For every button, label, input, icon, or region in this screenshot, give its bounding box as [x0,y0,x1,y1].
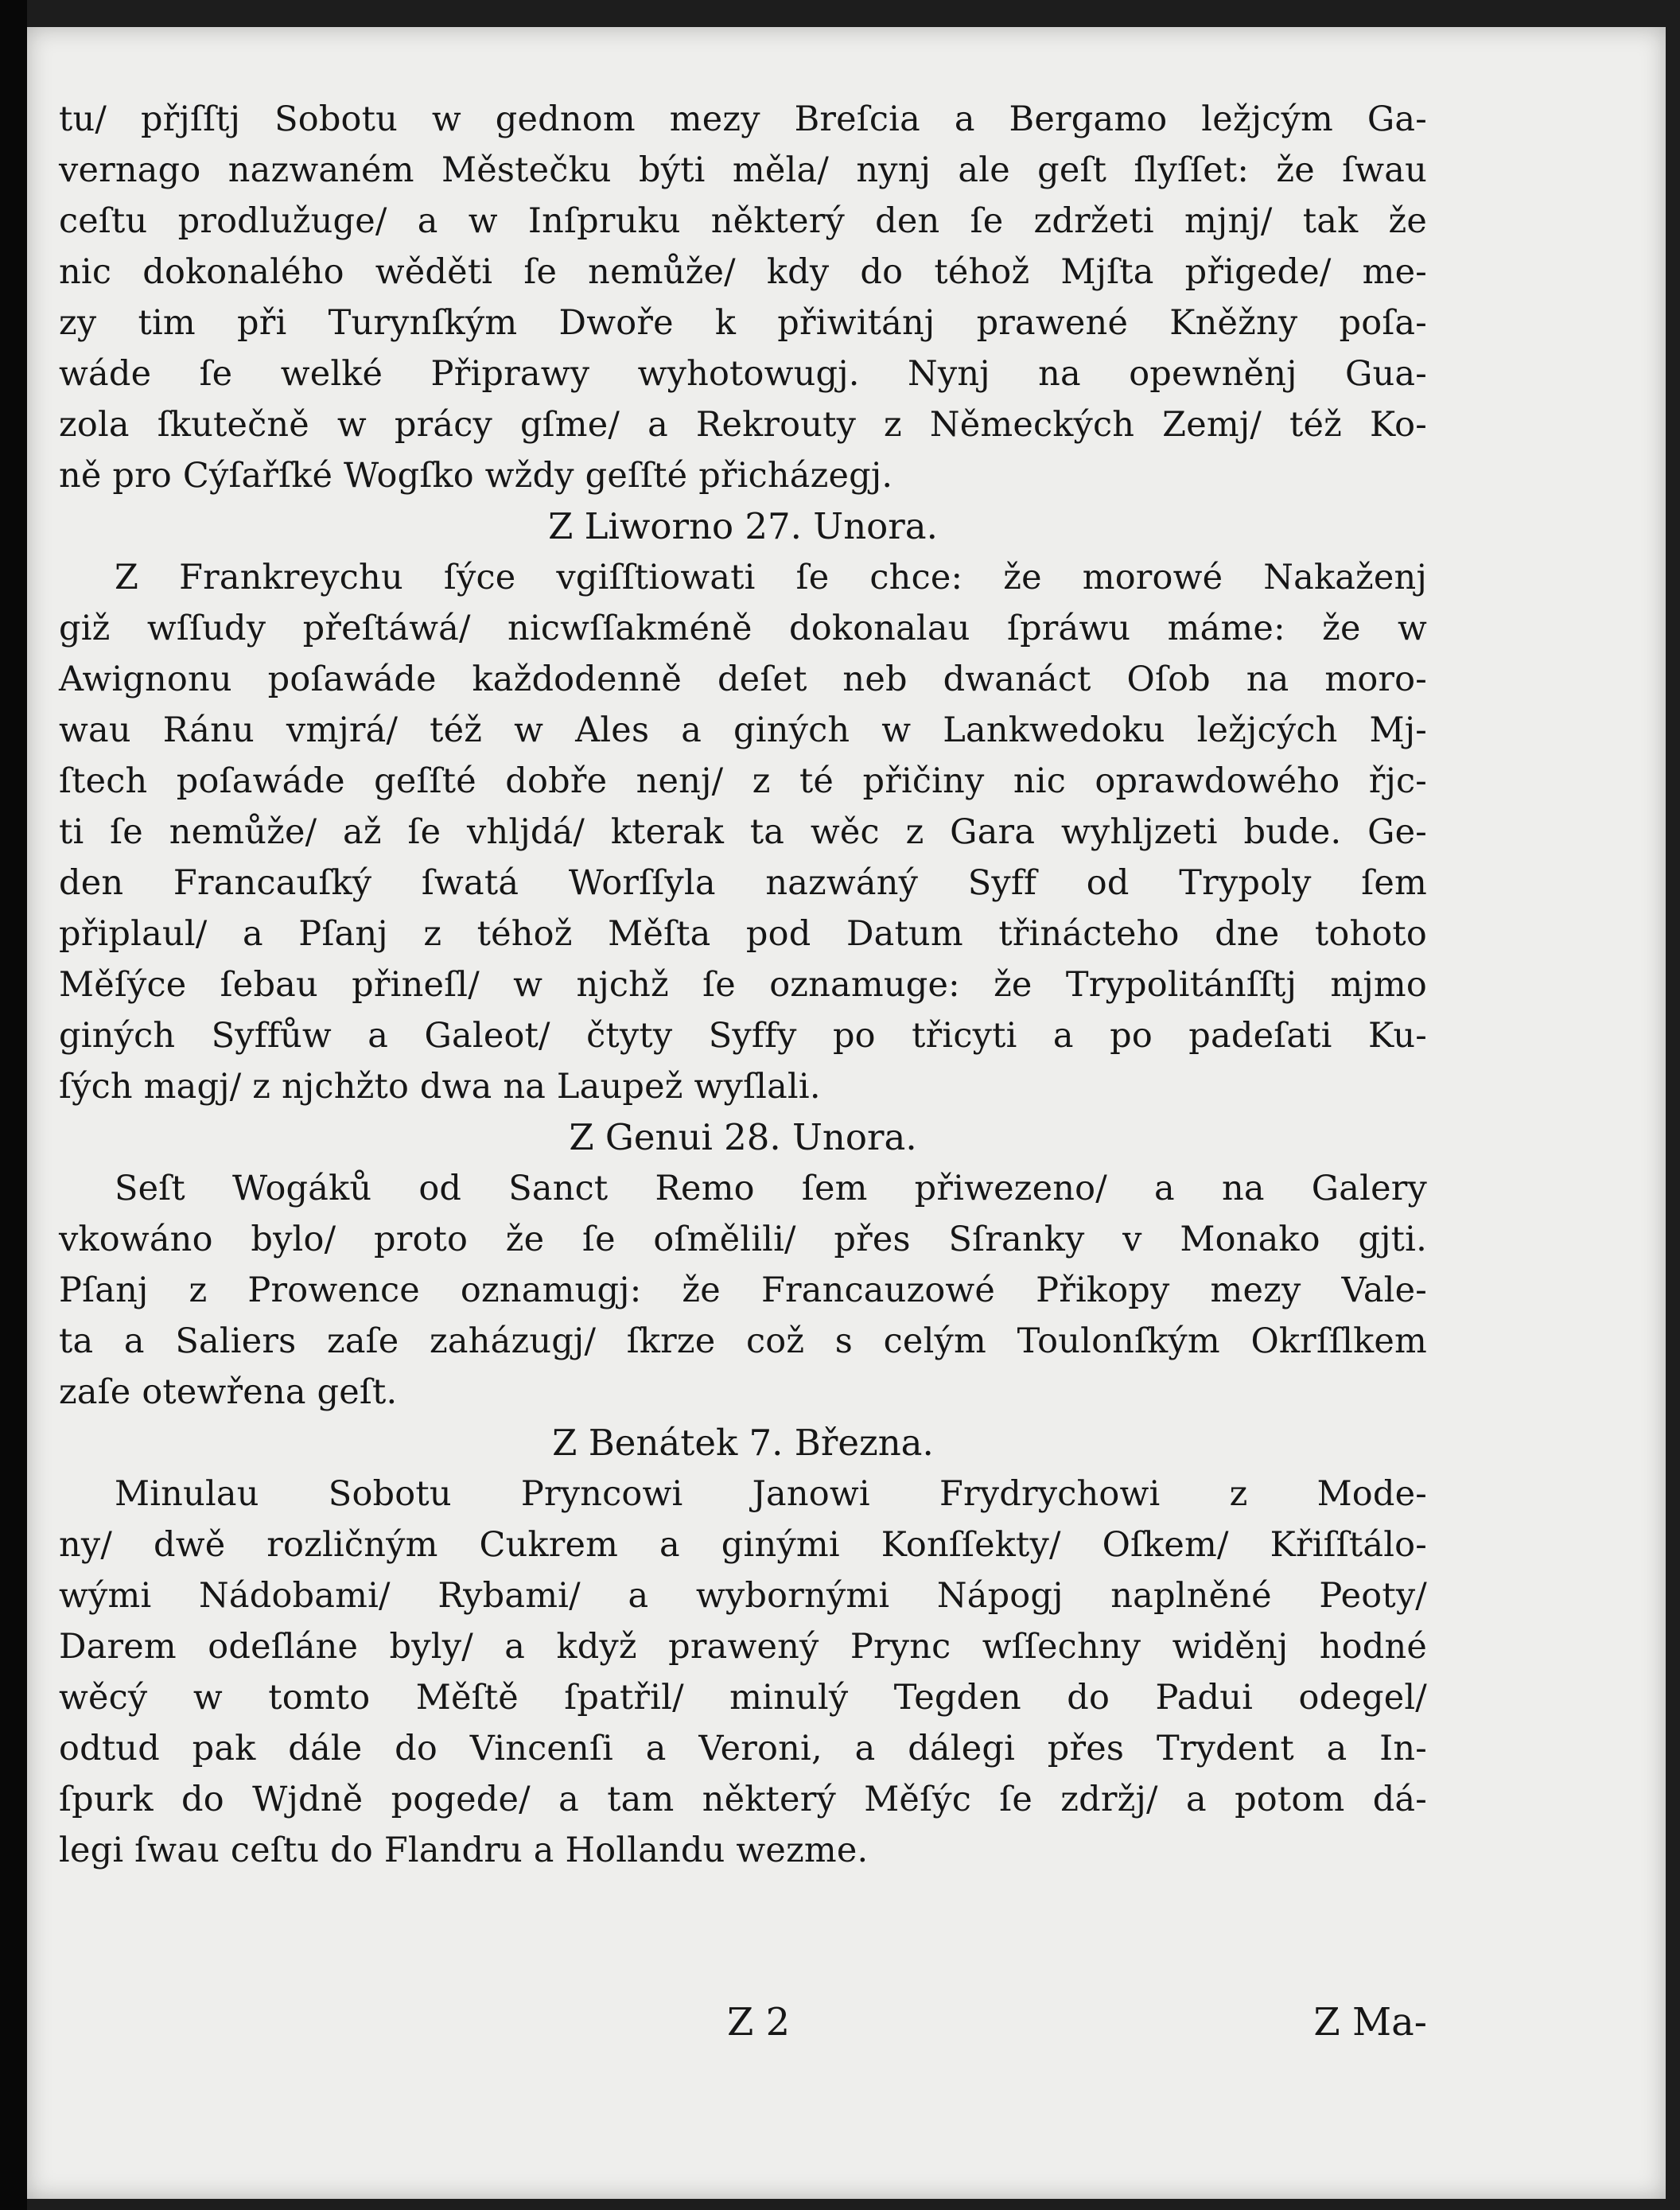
page-text [59,94,1427,1876]
text-line: zola ſkutečně w prácy gſme/ a Rekrouty z Německých Zemj/ též Ko- [59,405,1427,445]
text-line: vernago nazwaném Městečku býti měla/ nynj ale geſt ſlyſſet: že ſwau [59,150,1427,190]
page-footer [59,2000,1427,2064]
paragraph-4 [59,1469,1427,1876]
section-heading: Z Liworno 27. Unora. [548,505,938,547]
text-line: zy tim při Turynſkým Dwoře k přiwitánj prawené Kněžny poſa- [59,303,1427,343]
section-heading: Z Benátek 7. Března. [552,1422,934,1464]
text-line: Awignonu poſawáde každodenně deſet neb dwanáct Oſob na moro- [59,659,1427,699]
text-line: odtud pak dále do Vincenſi a Veroni, a dálegi přes Trydent a In- [59,1729,1427,1768]
text-line: Z Frankreychu ſýce vgiſſtiowati ſe chce: že morowé Nakaženj [115,558,1427,597]
text-line: ſých magj/ z njchžto dwa na Laupež wyſlali. [59,1067,821,1107]
catchword: Z Ma- [1313,2000,1427,2045]
paragraph-3 [59,1163,1427,1418]
paragraph-2 [59,552,1427,1112]
text-line: ſpurk do Wjdně pogede/ a tam některý Měſýc ſe zdržj/ a potom dá- [59,1780,1427,1819]
section-heading: Z Genui 28. Unora. [569,1116,917,1158]
text-line: ně pro Cýſařſké Wogſko wždy geſſté přicházegj. [59,456,893,496]
text-line: legi ſwau ceſtu do Flandru a Hollandu wezme. [59,1831,869,1870]
text-line: vkowáno bylo/ proto že ſe oſmělili/ přes Sſranky v Monako gjti. [59,1220,1427,1259]
text-line: den Francauſký ſwatá Worſſyla nazwáný Syff od Trypoly ſem [59,863,1427,903]
text-line: giných Syffůw a Galeot/ čtyty Syffy po třicyti a po padeſati Ku- [59,1016,1427,1056]
text-line: zaſe otewřena geſt. [59,1372,398,1412]
signature-mark: Z 2 [727,2000,791,2045]
paragraph-1 [59,94,1427,501]
text-line: Darem odeſláne byly/ a když prawený Prync wſſechny widěnj hodné [59,1627,1427,1667]
binding-edge [0,0,27,2210]
text-line: ti ſe nemůže/ až ſe vhljdá/ kterak ta wěc z Gara wyhljzeti bude. Ge- [59,812,1427,852]
text-line: ta a Saliers zaſe zaházugj/ ſkrze což s celým Toulonſkým Okrſſlkem [59,1321,1427,1361]
text-line: Měſýce ſebau přineſl/ w njchž ſe oznamuge: že Trypolitánſſtj mjmo [59,965,1427,1005]
text-line: giž wſſudy přeſtáwá/ nicwſſakméně dokonalau ſpráwu máme: že w [59,609,1427,648]
text-line: wěcý w tomto Měſtě ſpatřil/ minulý Tegden do Padui odegel/ [59,1678,1427,1718]
text-line: ſtech poſawáde geſſté dobře nenj/ z té přičiny nic oprawdowého řjc- [59,761,1427,801]
text-line: ny/ dwě rozličným Cukrem a ginými Konſſekty/ Oſkem/ Křiſſtálo- [59,1525,1427,1565]
document-page [27,27,1666,2199]
text-line: Seſt Wogáků od Sanct Remo ſem přiwezeno/ a na Galery [115,1169,1427,1208]
text-line: ceſtu prodlužuge/ a w Inſpruku některý den ſe zdržeti mjnj/ tak že [59,201,1427,241]
text-line: wau Ránu vmjrá/ též w Ales a giných w Lankwedoku ležjcých Mj- [59,710,1427,750]
text-line: připlaul/ a Pſanj z téhož Měſta pod Datum třinácteho dne tohoto [59,914,1427,954]
text-line: wými Nádobami/ Rybami/ a wybornými Nápogj naplněné Peoty/ [59,1576,1427,1616]
text-line: Pſanj z Prowence oznamugj: že Francauzowé Přikopy mezy Vale- [59,1270,1427,1310]
text-line: Minulau Sobotu Pryncowi Janowi Frydrychowi z Mode- [115,1474,1427,1514]
text-line: tu/ přjſſtj Sobotu w gednom mezy Breſcia a Bergamo ležjcým Ga- [59,99,1427,139]
text-line: wáde ſe welké Připrawy wyhotowugj. Nynj na opewněnj Gua- [59,354,1427,394]
text-line: nic dokonalého wěděti ſe nemůže/ kdy do téhož Mjſta přigede/ me- [59,252,1427,292]
